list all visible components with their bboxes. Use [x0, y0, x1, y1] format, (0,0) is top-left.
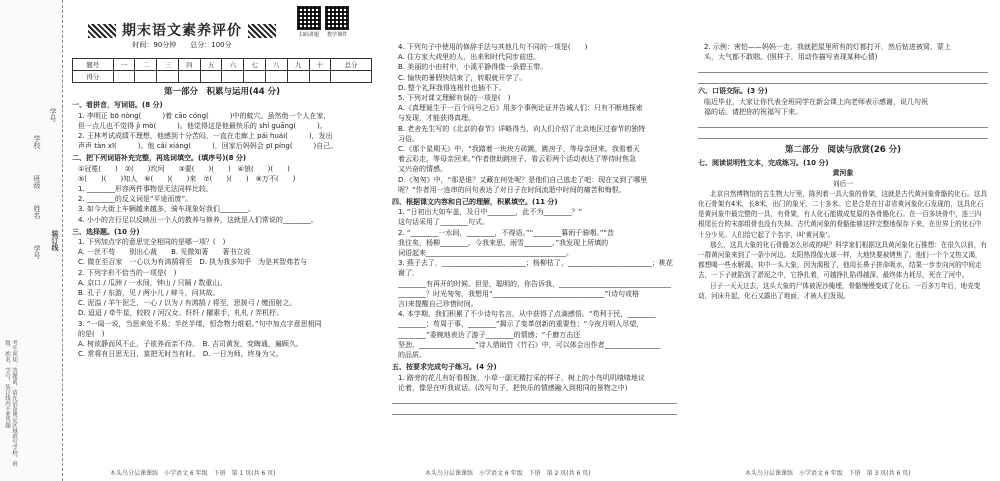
question-4-head: 四、根据课文内容和自己的理解，积累填空。(11 分) [392, 198, 558, 207]
exam-meta: 时间：90分钟 总分：100分 [132, 41, 232, 49]
text-line: D. 迢迢 / 牵牛星，皎皎 / 河汉女。纤纤 / 擢素手，札札 / 弄机杼。 [78, 309, 284, 318]
score-entry-cell[interactable] [244, 71, 266, 83]
question-2-head: 二、把下列词语补充完整，再选词填空。(填序号)(8 分) [72, 154, 247, 163]
text-line: 4. 下列句子中使用的修辞手法与其他几句不同的一项是( ) [398, 43, 588, 51]
question-6-body [698, 97, 988, 117]
text-line: A. 一丝不苟 别出心裁 B. 见微知著 著书立说 [78, 248, 251, 257]
text-line: 这句话采用了________句式。 [398, 218, 489, 227]
score-entry-cell[interactable] [331, 71, 372, 83]
page-2-footer: 木头鸟分层课课练 小学语文 6 年级 下册 第 2 页(共 6 页) [425, 470, 591, 477]
question-3-head: 三、选择题。(10 分) [72, 227, 140, 236]
passage-title: 黄河象 [832, 169, 854, 178]
page-1-footer: 木头鸟分层课课练 小学语文 6 年级 下册 第 1 页(共 6 页) [110, 470, 276, 477]
qr-code-icon[interactable] [297, 6, 321, 30]
exam-notice: 考生须知：答题前，请在试卷规定区域填写学校、班级、姓名、学号，装订线内不要答题 [4, 340, 17, 467]
question-5-head: 五、按要求完成句子练习。(4 分) [392, 363, 497, 372]
score-label-cell: 得分 [73, 71, 114, 83]
answer-line[interactable] [698, 129, 988, 139]
text-line: ⑤( )( )知人 ⑥( )( )来 ⑦( )( ) ⑧万不( ) [78, 174, 296, 183]
text-line: 2. 示例：害怕——妈妈一走，我就把屋里所有的灯都打开，然后钻进被窝，蒙上 [704, 43, 951, 51]
text-line: A. 住方家大戏里的人，出来和时代同步前进。 [398, 53, 541, 62]
text-line: A.《真理诞生于一百个问号之后》用多个事例论证并告诫人们：只有不断地探索 [398, 104, 643, 113]
question-7-head: 七、阅读说明性文本，完成练习。(10 分) [698, 159, 829, 168]
title-row [72, 24, 292, 38]
score-header-cell: 一 [113, 59, 135, 71]
text-line: C. 微在至百家 一心以为有鸿鹄将至 D. 执为我多知乎 为是其智弗若与 [78, 258, 308, 267]
score-header-cell: 总分 [331, 59, 372, 71]
exam-title: 期末语文素养评价 [122, 22, 242, 39]
text-line: C. 愉快的暑假快结束了，转眼就开学了。 [398, 73, 527, 82]
question-1-head: 一、看拼音，写词语。(8 分) [72, 101, 163, 110]
question-3-body [72, 237, 372, 359]
text-line: B. 老舍先生写的《北京的春节》详略得当，向人们介绍了北京地区过春节的独特 [398, 124, 646, 133]
page-2 [392, 42, 677, 457]
score-header-cell: 六 [222, 59, 244, 71]
text-line: ________？时光匆匆，我想用“________________________________”(诗句或格 [398, 289, 639, 298]
answer-line[interactable] [392, 405, 677, 415]
score-entry-cell[interactable] [309, 71, 331, 83]
question-3-continued [392, 42, 677, 195]
text-line: 那么，这具大象的化石骨骼怎么形成的呢？科学家们根据这具黄河象化石推想：在很久以前，有一群黄河象来到了一条小河边。太阳热得像火球一样，大地快要被烤焦了。他们一个个又热又渴，都想喝一些水解渴。其中一头大象，因为渴极了，他用长鼻子拼命吸水，结果一步步向河的中间走去，一下子就陷到了淤泥之中，它挣扎着，可越挣扎陷得越深，最终体力耗尽，死在了河中。 [698, 240, 987, 280]
text-line: 词语起来________________________________________。 [398, 249, 573, 258]
text-line: 1. 李明正 bō nòng( )着 cāo cóng( )中的蚊穴。虽然他一个人在家， [78, 111, 331, 120]
text-line: ①冠冕( ) ②( )坎坷 ③要( )( ) ④狼( )( ) [78, 164, 290, 173]
text-line: B. 美丽的小由村中，小溪平静得像一条碧玉带。 [398, 63, 548, 72]
text-line: 与发现，才能获得真理。 [398, 114, 475, 123]
part-one-title: 第一部分 积累与运用(44 分) [163, 87, 281, 98]
text-line: 1. ________形容两件事物是无法同样比较。 [78, 185, 213, 194]
question-1-body [72, 111, 372, 152]
text-line: 2. ________的反义词是“平途而废”。 [78, 195, 193, 204]
text-line: 但一点儿也不觉得 jì mò( )。他觉得这是他最快乐的 shí guāng( )。 [78, 121, 327, 130]
text-line: 1. 路旁的花儿有好看极拢，小草一副无精打采的样子，树上的小鸟叽叽喳喳地议 [398, 373, 645, 382]
text-line: ________”委婉地表达了游子________的情感；“千磨万击还 [398, 330, 581, 339]
margin-label-id: 学号 [49, 108, 57, 122]
text-line: 北京自然博物馆的古生物大厅里，陈列着一具大象的骨架，这就是古代黄河象骨骼的化石。这具化石骨架有4米，长8米，出门的象牙，二十多米。它是合是在甘肃省黄河象化石发现的，这具化石是黄河象中最完整的一具，有骨架，有人化石能做成复原的各骨骼化石。在一百多块骨中，连三四根尾长台的末部组骨也没有失掉。古代黄河象的骨骼能够这样完整地保存下来，在世界上的化石中十分少见。人们给它起了个名字，叫‘黄河象’。 [698, 189, 987, 239]
question-5-continued [698, 42, 988, 62]
score-header-cell: 十 [309, 59, 331, 71]
text-line: 福的话。请把你的祝福写下来。 [704, 107, 802, 116]
text-line: 3. 燕子去了，________________________；杨柳枯了，________________________；桃花谢了， [398, 259, 673, 278]
text-line: 1. “日初出大如车盖，及日中________，此不为________？” [398, 208, 583, 217]
text-line: 3. 如今大街上车辆越来越多，骑车现象好我们________。 [78, 205, 255, 214]
score-header-cell: 三 [157, 59, 179, 71]
score-entry-cell[interactable] [287, 71, 309, 83]
page-3 [698, 42, 988, 457]
text-line: 4. 本学期，我们积累了不少诗句名言，从中获得了点滴感悟。“苟利于民，________ [398, 310, 656, 319]
text-line: 呢？”作者用一连串的问句表达了对日子在时间流逝中时间的痛苦和悔恨。 [398, 185, 626, 194]
score-header-cell: 八 [266, 59, 288, 71]
text-line: 3. “一闻一说，当思来处不易；半丝半缕，恒念物力维艰。”句中加点字意思相同 [78, 319, 322, 328]
score-table [72, 58, 372, 83]
fold-line-label: 装订线 [51, 230, 59, 251]
text-line: ________有再开的时候。但是，聪明的，你告诉我，________________________________ [398, 279, 671, 288]
text-line: 临近毕业，大家让你代表全班同学在新会课上向老师表示感谢，说几句祝 [704, 97, 928, 106]
score-entry-cell[interactable] [113, 71, 135, 83]
qr-code-icon[interactable] [325, 6, 349, 30]
score-entry-cell[interactable] [200, 71, 222, 83]
qr-caption: 扫码讲题 [298, 32, 319, 38]
score-entry-cell[interactable] [266, 71, 288, 83]
score-entry-cell[interactable] [178, 71, 200, 83]
question-6-head: 六、口语交际。(3 分) [698, 87, 768, 96]
text-line: ________；苟周于事，________”揭示了变革创新的重要性；“今夜月明人尽望， [398, 320, 644, 329]
answer-line[interactable] [698, 74, 988, 84]
score-entry-cell[interactable] [135, 71, 157, 83]
text-line: 2. “________一水间，________，不得语。”“________暮雨千骑咽。”“昔 [398, 228, 615, 237]
score-entry-cell[interactable] [157, 71, 179, 83]
text-line: 1. 下列加点字的意思完全相同的是哪一项？( ) [78, 238, 226, 247]
text-line: 2. 下列字形不恰当的一项是( ) [78, 268, 177, 277]
text-line: D. 整个礼拜我得连根针也插不下。 [398, 83, 506, 92]
score-header-cell: 九 [287, 59, 309, 71]
score-header-cell: 五 [200, 59, 222, 71]
text-line: 着云彩走，等母亲回来。”作者借助跳房子、看云彩两个活动表达了等待时焦急 [398, 155, 637, 164]
text-line: 论着，像是在听我说话。(改写句子，把快乐的情感融入到相同的景物之中) [398, 383, 628, 392]
text-line: 4. 小小的言行足以反映出一个人的教养与修养，这就是人们常说的________。 [78, 215, 318, 224]
margin-label-name: 姓名 [33, 205, 41, 219]
question-5-body [392, 373, 677, 393]
text-line: 2. 王林考试成绩不理想，他感到十分苦闷，一直在走廊上 pái huái( )，发出 [78, 132, 333, 141]
answer-line[interactable] [698, 63, 988, 73]
text-line: 又兴奋的情感。 [398, 165, 447, 174]
passage-body [698, 189, 988, 301]
qr-caption: 教学课件 [326, 32, 347, 38]
decorative-dots-icon [248, 24, 276, 38]
qr-codes [297, 6, 349, 40]
answer-line[interactable] [392, 394, 677, 404]
score-header-cell: 二 [135, 59, 157, 71]
decorative-dots-icon [88, 24, 116, 38]
page-1 [72, 6, 372, 456]
question-4-body [392, 207, 677, 360]
passage-author: 刘后一 [832, 179, 854, 188]
answer-line[interactable] [698, 118, 988, 128]
question-2-body [72, 164, 372, 225]
text-line: 声声 tàn xī( )。他 cǎi xiáng( )，回家后妈妈会 pī píng( )自己。 [78, 142, 338, 151]
score-header-cell: 题号 [73, 59, 114, 71]
margin-label-school: 学校 [33, 135, 41, 149]
score-header-cell: 七 [244, 59, 266, 71]
text-line: C. 常将有日思无日，莫把无时当有时。 D. 一日为师，终身为父。 [78, 350, 283, 359]
text-line: D.《匆匆》中，“那是谁？又藏在何处呢？是他们自己逃走了吧：现在又到了哪里 [398, 175, 648, 184]
margin-label-class: 班级 [33, 175, 41, 189]
text-line: 习俗。 [398, 134, 419, 143]
text-line: 言)来提醒自己珍惜时间。 [398, 300, 478, 309]
text-line: 的品质。 [398, 351, 426, 360]
text-line: 日子一天天过去，这头大象的尸体被泥沙掩埋，骨骼慢慢变成了化石。一百多万年后，地壳变动，河床升起，化石又露出了地面，才被人们发现。 [698, 281, 981, 300]
margin-label-no: 学号 [33, 245, 41, 259]
text-line: 头，大气都不敢喘。(照样子，用动作描写表现某种心情) [704, 53, 878, 62]
text-line: 我往矣，杨柳________。今我来思，雨雪________。”我发现上所填的 [398, 238, 609, 247]
part-two-title: 第二部分 阅读与欣赏(26 分) [784, 145, 902, 156]
text-line: C.《那个星期天》中，“我踏着一块块方砖跳，跳房子，等母亲回来。我看着天 [398, 145, 640, 154]
score-entry-cell[interactable] [222, 71, 244, 83]
text-line: C. 泥溢 / 羊午泥乏，一心 / 以为 / 有鸿鹄 / 将至，思援弓 / 缴而射之。 [78, 299, 297, 308]
text-line: A. 京口 / 瓜洲 / 一水间，钟山 / 只隔 / 数重山。 [78, 278, 227, 287]
text-line: 的是( ) [78, 329, 105, 338]
binding-margin [0, 0, 63, 481]
text-line: 坚劲，________________”诗人借助竹《竹石》中，可以体会出作者________________ [398, 340, 661, 349]
text-line: A. 树欲静而风不止，子欲养而亲不待。 B. 吉司黄发，变晦通，遍顾久。 [78, 340, 303, 349]
text-line: 5. 下列对课文理解有误的一项是( ) [398, 94, 511, 103]
text-line: B. 孔子 / 东游，见 / 两小儿 / 辩斗，问其故。 [78, 289, 220, 298]
score-header-cell: 四 [178, 59, 200, 71]
page-3-footer: 木头鸟分层课课练 小学语文 6 年级 下册 第 3 页(共 6 页) [745, 470, 911, 477]
